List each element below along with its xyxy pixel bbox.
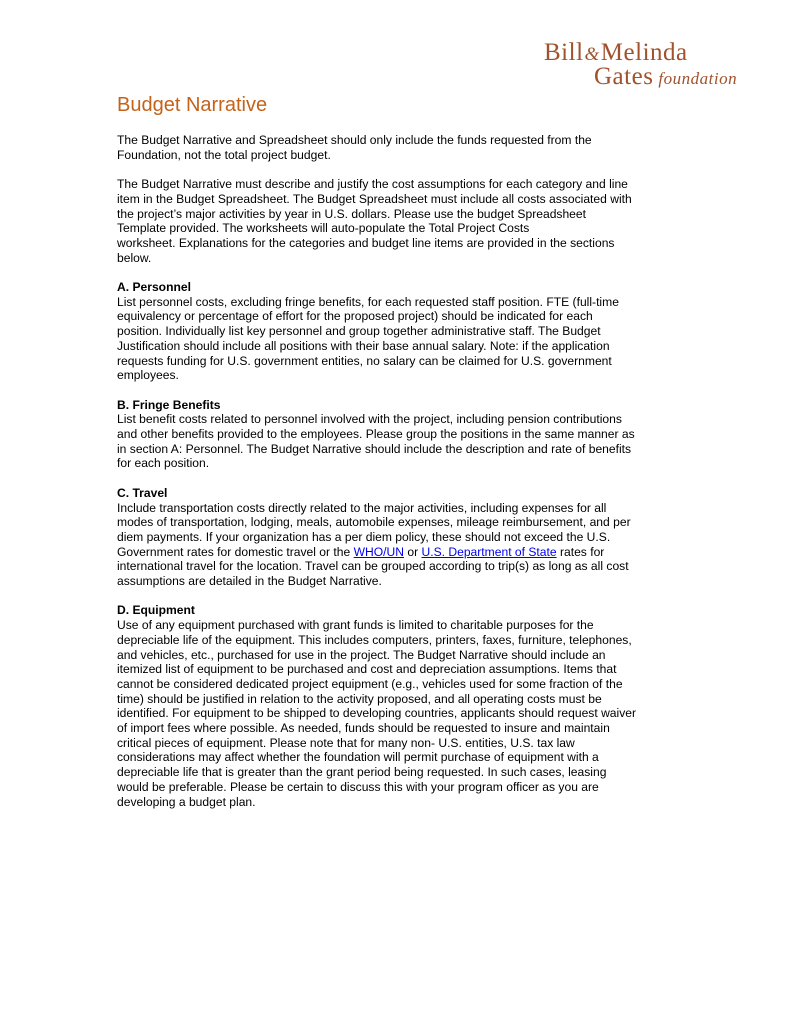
text-line: equivalency or percentage of effort for the proposed project) should be indicated for each [117,309,593,324]
section-heading-fringe-benefits: B. Fringe Benefits [117,397,221,412]
text-line: for each position. [117,456,210,471]
text-line: the project’s major activities by year in U.S. dollars. Please use the budget Spreadsheet [117,206,586,221]
text-fragment: or [404,544,422,559]
text-line: List benefit costs related to personnel involved with the project, including pension contributions [117,412,622,427]
text-line: considerations may affect whether the foundation will permit purchase of equipment with a [117,750,599,765]
text-line: and vehicles, etc., purchased for use in the project. The Budget Narrative should include an [117,647,606,662]
text-line: diem payments. If your organization has a per diem policy, these should not exceed the U.S. [117,529,611,544]
section-personnel [117,280,677,383]
text-line: The Budget Narrative must describe and justify the cost assumptions for each category and line [117,177,628,192]
text-line: cannot be considered dedicated project equipment (e.g., vehicles used for some fraction of the [117,676,623,691]
text-line: position. Individually list key personnel and group together administrative staff. The Budget [117,324,601,339]
section-equipment [117,603,677,809]
text-line: employees. [117,368,179,383]
text-line: below. [117,250,152,265]
intro-paragraph-1 [117,133,677,162]
section-heading-travel: C. Travel [117,485,168,500]
who-un-link[interactable]: WHO/UN [353,544,404,559]
text-line: assumptions are detailed in the Budget Narrative. [117,574,382,589]
text-line: List personnel costs, excluding fringe benefits, for each requested staff position. FTE (full-time [117,294,619,309]
text-line: international travel for the location. Travel can be grouped according to trip(s) as long as all cost [117,559,629,574]
page-title: Budget Narrative [117,94,268,116]
text-line: modes of transportation, lodging, meals, automobile expenses, mileage reimbursement, and per [117,515,631,530]
text-line: itemized list of equipment to be purchased and cost and depreciation assumptions. Items that [117,662,617,677]
section-heading-personnel: A. Personnel [117,280,191,294]
text-line: requests funding for U.S. government entities, no salary can be claimed for U.S. government [117,353,612,368]
text-line: developing a budget plan. [117,794,256,809]
section-heading-equipment: D. Equipment [117,603,195,618]
text-line: identified. For equipment to be shipped to developing countries, applicants should request waiver [117,706,637,721]
section-fringe-benefits [117,398,677,472]
logo-ampersand: & [584,44,600,65]
text-line: The Budget Narrative and Spreadsheet should only include the funds requested from the [117,133,592,147]
section-body-personnel [117,295,677,383]
intro-paragraph-2 [117,177,677,265]
logo-word-foundation: foundation [658,69,738,88]
foundation-logo [520,36,770,90]
text-fragment: Government rates for domestic travel or the [117,544,354,559]
text-line: depreciable life that is greater than the grant period being requested. In such cases, leasing [117,765,607,780]
svg-text:Gatesfoundation [594,63,737,90]
text-line: Foundation, not the total project budget. [117,147,331,162]
document-body [117,133,677,824]
section-body-travel [117,501,677,589]
text-line: in section A: Personnel. The Budget Narrative should include the description and rate of benefits [117,441,632,456]
text-line: critical pieces of equipment. Please note that for many non- U.S. entities, U.S. tax law [117,735,575,750]
text-line: and other benefits provided to the employees. Please group the positions in the same manner as [117,427,635,442]
text-line: worksheet. Explanations for the categories and budget line items are provided in the sections [117,235,615,250]
foundation-logo-mark [520,36,770,90]
text-line-with-links [117,545,677,560]
text-fragment: rates for [556,544,605,559]
text-line: of import fees where possible. As needed, funds should be requested to insure and maintain [117,721,610,736]
text-line: Template provided. The worksheets will auto-populate the Total Project Costs [117,221,530,236]
text-line: Include transportation costs directly related to the major activities, including expenses for all [117,500,607,515]
logo-word-gates: Gates [594,63,654,90]
text-line: time) should be justified in relation to the activity proposed, and all operating costs must be [117,691,602,706]
logo-word-melinda: Melinda [600,39,688,66]
text-line: Use of any equipment purchased with grant funds is limited to charitable purposes for the [117,618,594,633]
svg-text:Bill&Melinda [544,39,688,66]
text-line: would be preferable. Please be certain to discuss this with your program officer as you are [117,779,599,794]
text-line: Justification should include all positions with their base annual salary. Note: if the application [117,338,610,353]
us-department-of-state-link[interactable]: U.S. Department of State [421,544,557,559]
text-line: item in the Budget Spreadsheet. The Budget Spreadsheet must include all costs associated with [117,191,632,206]
text-line: depreciable life of the equipment. This includes computers, printers, faxes, furniture, telephones, [117,632,632,647]
section-body-fringe-benefits [117,412,677,471]
section-body-equipment [117,618,677,809]
section-travel [117,486,677,589]
logo-word-bill: Bill [544,39,584,66]
